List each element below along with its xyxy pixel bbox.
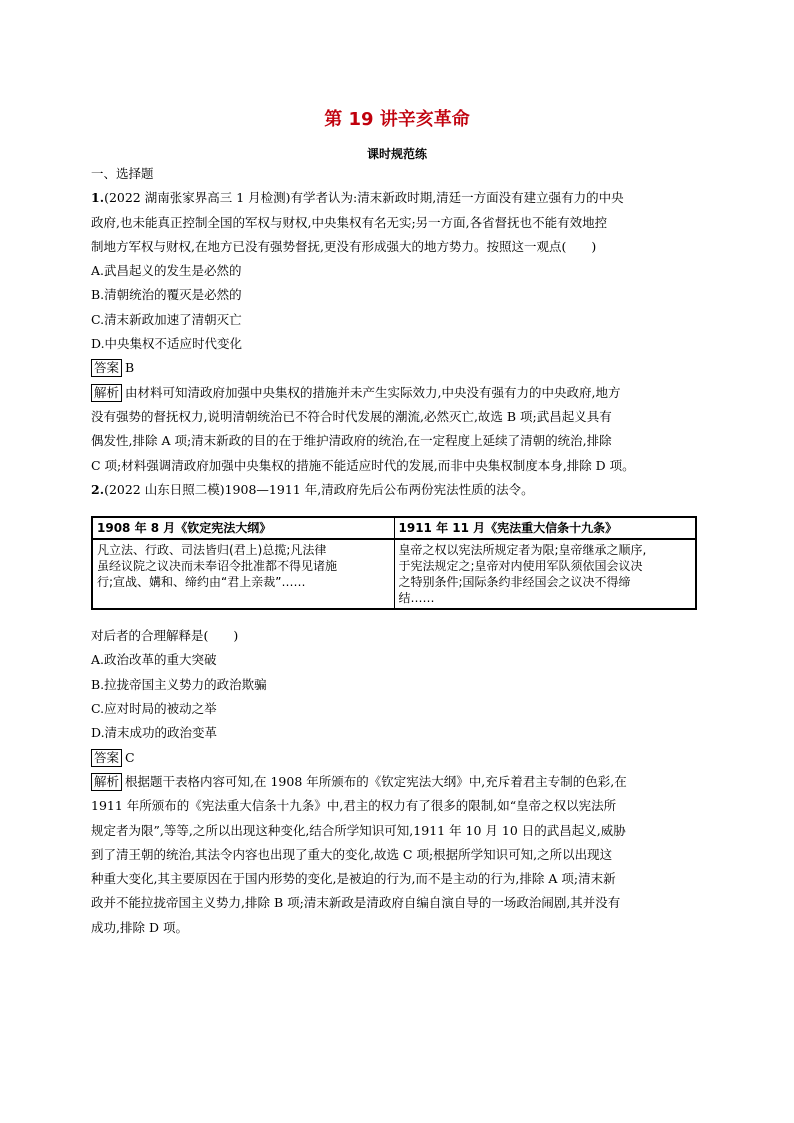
analysis-line: 解析 由材料可知清政府加强中央集权的措施并未产生实际效力,中央没有强有力的中央政府,地方 [91, 381, 703, 405]
option-d: D.中央集权不适应时代变化 [91, 336, 243, 352]
analysis-line: 政并不能拉拢帝国主义势力,排除 B 项;清末新政是清政府自编自演自导的一场政治闹剧,其并没有 [91, 895, 621, 911]
analysis-line: C 项;材料强调清政府加强中央集权的措施不能适应时代的发展,而非中央集权制度本身,排除 D 项。 [91, 457, 635, 473]
option-c: C.清末新政加速了清朝灭亡 [91, 311, 242, 327]
lesson-subtitle: 课时规范练 [366, 147, 427, 161]
question-prompt: 对后者的合理解释是( ) [91, 628, 239, 644]
lesson-title: 第 19 讲辛亥革命 [324, 109, 470, 130]
answer-line [91, 356, 703, 380]
question-number: 2. [91, 481, 105, 497]
question-2 [91, 478, 703, 940]
analysis-line: 没有强势的督抚权力,说明清朝统治已不符合时代发展的潮流,必然灭亡,故选 B 项;武昌起义具有 [91, 408, 612, 424]
analysis-tag: 解析 [91, 773, 122, 791]
table-cell-1911: 皇帝之权以宪法所规定者为限;皇帝继承之顺序, 于宪法规定之;皇帝对内使用军队须依国会议决 之特别条件;国际条约非经国会之议决不得缔 结…… [394, 539, 696, 609]
analysis-line: 1911 年所颁布的《宪法重大信条十九条》中,君主的权力有了很多的限制,如“皇帝之权以宪法所 [91, 798, 617, 814]
answer-tag: 答案 [91, 359, 122, 377]
option-b: B.清朝统治的覆灭是必然的 [91, 287, 242, 303]
question-number: 1. [91, 190, 105, 206]
question-1 [91, 186, 703, 478]
analysis-line: 成功,排除 D 项。 [91, 919, 188, 935]
option-d: D.清末成功的政治变革 [91, 725, 218, 741]
option-b: B.拉拢帝国主义势力的政治欺骗 [91, 676, 267, 692]
analysis-line: 种重大变化,其主要原因在于国内形势的变化,是被迫的行为,而不是主动的行为,排除 A 项;清末新 [91, 871, 616, 887]
option-a: A.武昌起义的发生是必然的 [91, 263, 242, 279]
table-header-1908: 1908 年 8 月《钦定宪法大纲》 [92, 517, 394, 539]
analysis-line: 偶发性,排除 A 项;清末新政的目的在于维护清政府的统治,在一定程度上延续了清朝的统治,排除 [91, 433, 612, 449]
analysis-line: 解析 根据题干表格内容可知,在 1908 年所颁布的《钦定宪法大纲》中,充斥着君主专制的色彩,在 [91, 770, 703, 794]
analysis-tag: 解析 [91, 384, 122, 402]
option-c: C.应对时局的被动之举 [91, 701, 217, 717]
question-stem-line: 1.(2022 湖南张家界高三 1 月检测)有学者认为:清末新政时期,清廷一方面没有建立强有力的中央 [91, 190, 624, 206]
question-stem-line: 2.(2022 山东日照二模)1908—1911 年,清政府先后公布两份宪法性质的法令。 [91, 481, 534, 497]
answer-tag: 答案 [91, 749, 122, 767]
question-stem-line: 政府,也未能真正控制全国的军权与财权,中央集权有名无实;另一方面,各省督抚也不能有效地控 [91, 214, 608, 230]
table-header-1911: 1911 年 11 月《宪法重大信条十九条》 [394, 517, 696, 539]
table-cell-1908: 凡立法、行政、司法皆归(君上)总揽;凡法律 虽经议院之议决而未奉诏令批准都不得见诸施 行;宣战、媾和、缔约由“君上亲裁”…… [92, 539, 394, 609]
section-heading: 一、选择题 [91, 166, 154, 181]
answer-line [91, 746, 703, 770]
question-stem-line: 制地方军权与财权,在地方已没有强势督抚,更没有形成强大的地方势力。按照这一观点( ) [91, 238, 597, 254]
answer-value: B [125, 360, 135, 376]
constitution-comparison-table [91, 516, 697, 610]
analysis-line: 规定者为限”,等等,之所以出现这种变化,结合所学知识可知,1911 年 10 月 10 日的武昌起义,威胁 [91, 822, 626, 838]
option-a: A.政治改革的重大突破 [91, 652, 217, 668]
analysis-line: 到了清王朝的统治,其法令内容也出现了重大的变化,故选 C 项;根据所学知识可知,之所以出现这 [91, 846, 613, 862]
answer-value: C [125, 749, 135, 765]
document-page [91, 108, 703, 940]
